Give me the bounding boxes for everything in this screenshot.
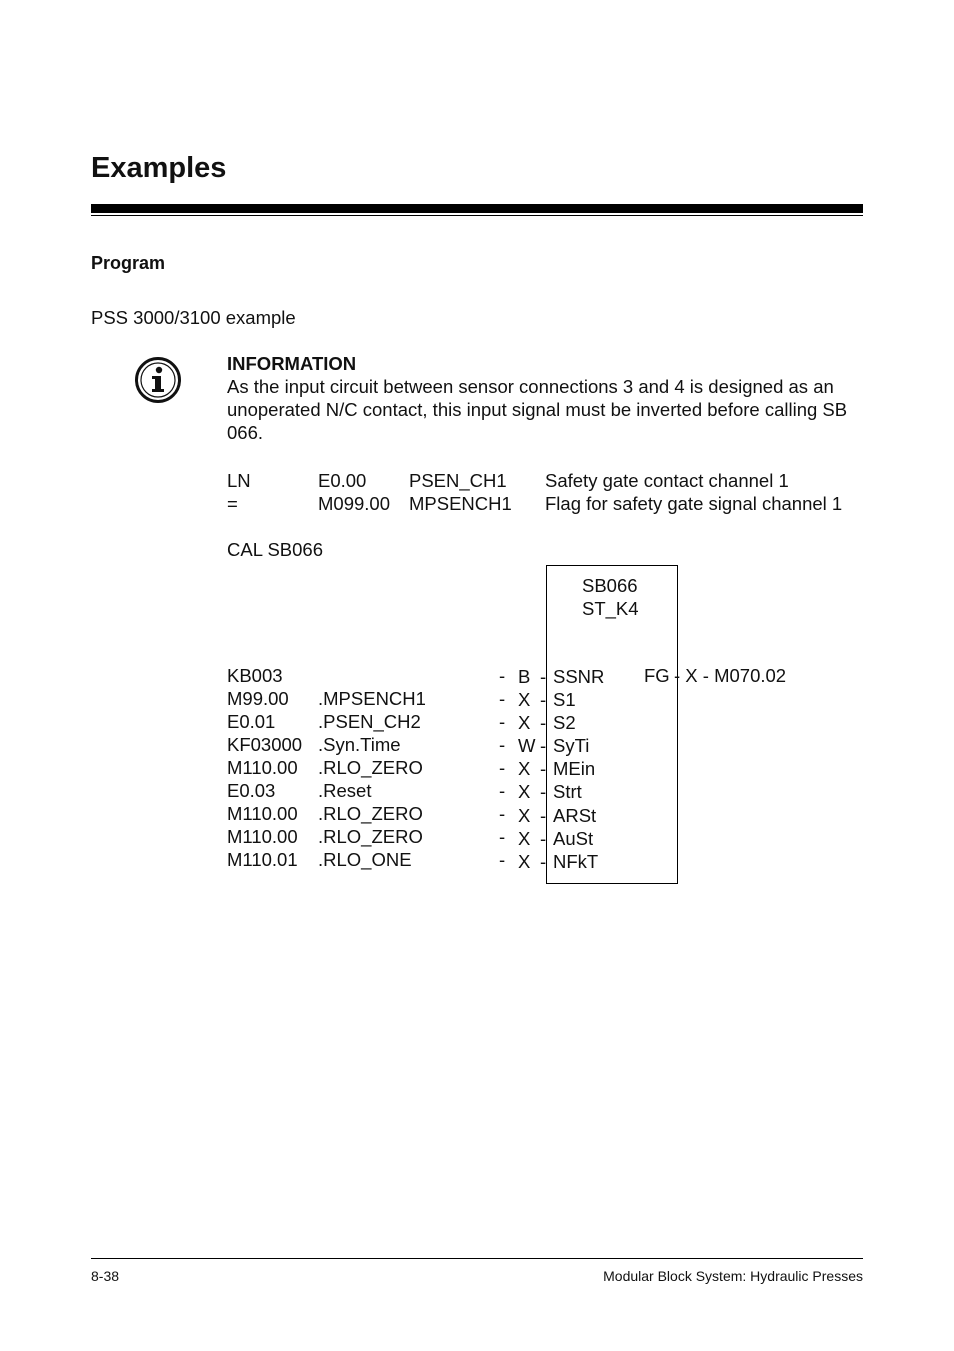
input-type: X	[518, 828, 531, 849]
input-symbol: .PSEN_CH2	[318, 711, 421, 732]
input-dash: -	[499, 711, 506, 732]
input-type: B	[518, 666, 531, 687]
input-dash: -	[540, 712, 547, 733]
input-symbol: .RLO_ZERO	[318, 826, 423, 847]
input-operand: M110.00	[227, 803, 298, 824]
block-name: SB066	[582, 575, 638, 596]
input-pin: SSNR	[553, 666, 605, 687]
input-dash: -	[499, 757, 506, 778]
page-number: 8-38	[91, 1268, 120, 1284]
title-rule-thick	[91, 204, 863, 213]
input-dash: -	[540, 828, 547, 849]
output-pin: FG	[644, 665, 670, 686]
input-operand: M110.00	[227, 757, 298, 778]
document-title: Modular Block System: Hydraulic Presses	[603, 1268, 863, 1284]
input-operand: KB003	[227, 665, 283, 686]
input-dash: -	[540, 735, 547, 756]
input-type: W	[518, 735, 536, 756]
input-dash: -	[540, 805, 547, 826]
code-comment: Flag for safety gate signal channel 1	[545, 493, 843, 514]
input-dash: -	[499, 734, 506, 755]
info-heading: INFORMATION	[227, 353, 357, 374]
input-dash: -	[499, 803, 506, 824]
code-comment: Safety gate contact channel 1	[545, 470, 789, 491]
code-addr: E0.00	[318, 470, 367, 491]
code-symbol: PSEN_CH1	[409, 470, 507, 491]
input-dash: -	[540, 666, 547, 687]
title-rule-thin	[91, 215, 863, 216]
input-pin: AuSt	[553, 828, 594, 849]
input-type: X	[518, 781, 531, 802]
code-addr: M099.00	[318, 493, 390, 514]
input-type: X	[518, 712, 531, 733]
output-connection: - X - M070.02	[674, 665, 787, 686]
footer-rule	[91, 1258, 863, 1259]
input-type: X	[518, 805, 531, 826]
input-symbol: .RLO_ZERO	[318, 803, 423, 824]
input-symbol: .RLO_ZERO	[318, 757, 423, 778]
input-pin: NFkT	[553, 851, 599, 872]
input-pin: MEin	[553, 758, 596, 779]
block-instance: ST_K4	[582, 598, 639, 619]
input-operand: E0.01	[227, 711, 276, 732]
call-statement: CAL SB066	[227, 539, 323, 560]
input-pin: ARSt	[553, 805, 597, 826]
input-pin: SyTi	[553, 735, 590, 756]
input-operand: M110.00	[227, 826, 298, 847]
input-dash: -	[540, 689, 547, 710]
input-operand: M110.01	[227, 849, 298, 870]
input-operand: E0.03	[227, 780, 276, 801]
input-dash: -	[499, 780, 506, 801]
input-symbol: .MPSENCH1	[318, 688, 426, 709]
page-title: Examples	[91, 152, 227, 184]
input-pin: S2	[553, 712, 576, 733]
input-dash: -	[499, 688, 506, 709]
input-operand: KF03000	[227, 734, 303, 755]
input-type: X	[518, 758, 531, 779]
input-dash: -	[499, 826, 506, 847]
input-pin: S1	[553, 689, 576, 710]
section-heading: Program	[91, 253, 166, 273]
info-text: As the input circuit between sensor connections 3 and 4 is designed as an unoperated N/C contact, this input signal must be inverted before calling SB 066.	[227, 376, 848, 443]
code-symbol: MPSENCH1	[409, 493, 512, 514]
input-symbol: .Reset	[318, 780, 372, 801]
input-dash: -	[499, 849, 506, 870]
info-block	[227, 352, 867, 444]
input-dash: -	[540, 851, 547, 872]
input-symbol: .Syn.Time	[318, 734, 401, 755]
info-icon	[134, 356, 182, 404]
input-symbol: .RLO_ONE	[318, 849, 412, 870]
input-type: X	[518, 851, 531, 872]
input-dash: -	[499, 665, 506, 686]
code-op: LN	[227, 470, 251, 491]
input-dash: -	[540, 758, 547, 779]
input-type: X	[518, 689, 531, 710]
input-operand: M99.00	[227, 688, 289, 709]
input-pin: Strt	[553, 781, 582, 802]
code-op: =	[227, 493, 238, 514]
input-dash: -	[540, 781, 547, 802]
section-intro: PSS 3000/3100 example	[91, 307, 296, 328]
